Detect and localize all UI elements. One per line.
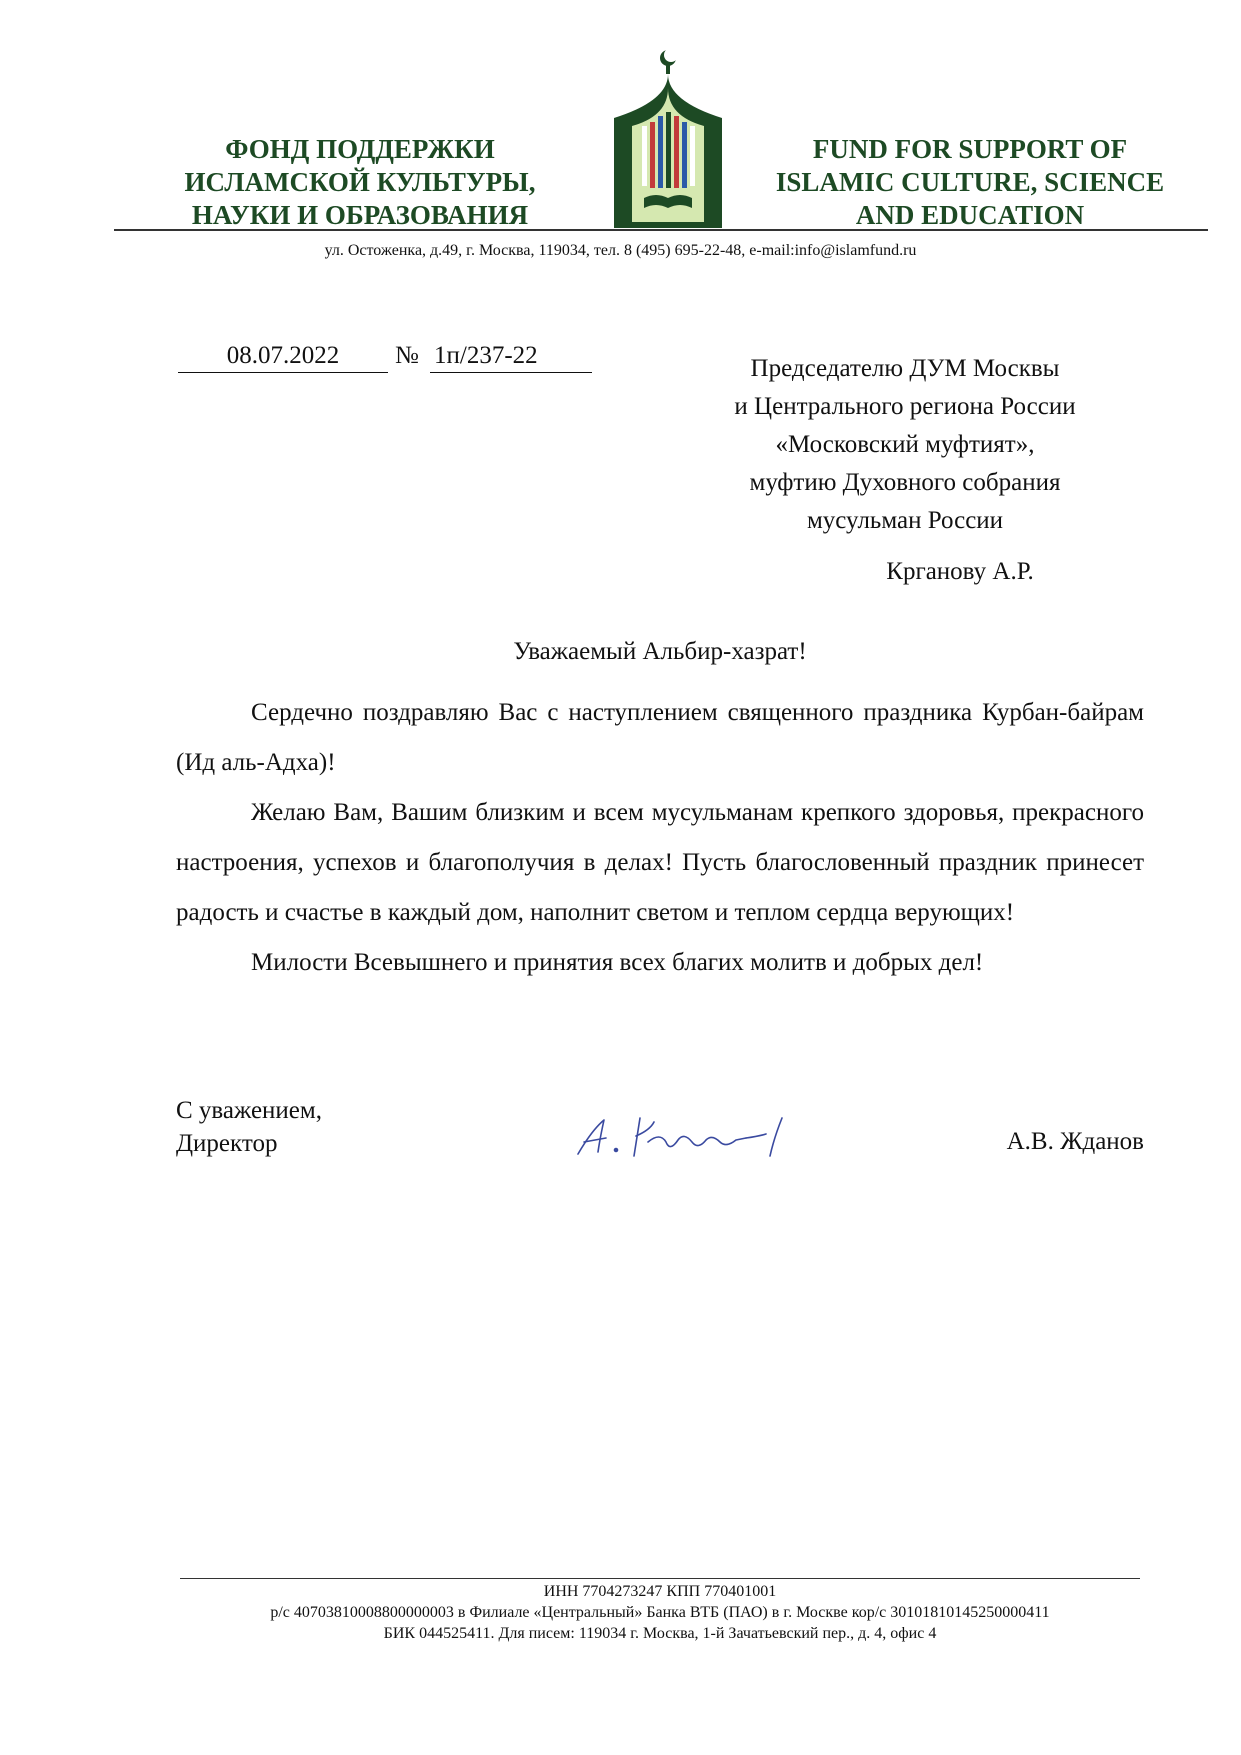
body-paragraph: Милости Всевышнего и принятия всех благих молитв и добрых дел! [251, 949, 984, 976]
addressee-line: и Центрального региона России [734, 393, 1076, 420]
addressee-block [680, 350, 1130, 540]
letterhead-name-en [740, 133, 1200, 232]
letterhead-address: ул. Остоженка, д.49, г. Москва, 119034, тел. 8 (495) 695-22-48, e-mail:info@islamfund.ru [324, 242, 917, 259]
letter-date: 08.07.2022 [178, 342, 388, 373]
letterhead-ru-line: ИСЛАМСКОЙ КУЛЬТУРЫ, [184, 167, 536, 197]
letterhead-en-line: FUND FOR SUPPORT OF [812, 134, 1128, 164]
letterhead-en-line: ISLAMIC CULTURE, SCIENCE [775, 167, 1165, 197]
addressee-name: Крганову А.Р. [886, 558, 1034, 585]
addressee-line: Председателю ДУМ Москвы [750, 355, 1060, 382]
letter-body [176, 688, 1144, 988]
addressee-line: мусульман России [806, 507, 1004, 534]
signer-name: А.В. Жданов [1006, 1128, 1144, 1155]
body-paragraph: Сердечно поздравляю Вас с наступлением священного праздника Курбан-байрам (Ид аль-Адха)! [176, 699, 1144, 776]
addressee-line: муфтию Духовного собрания [749, 469, 1061, 496]
salutation: Уважаемый Альбир-хазрат! [513, 638, 807, 665]
letterhead-en-line: AND EDUCATION [855, 200, 1085, 230]
letterhead-name-ru [150, 133, 570, 232]
addressee-line: «Московский муфтият», [775, 431, 1035, 458]
footer-divider [180, 1578, 1140, 1579]
footer-line: БИК 044525411. Для писем: 119034 г. Москва, 1-й Зачатьевский пер., д. 4, офис 4 [383, 1625, 937, 1642]
closing-regards: С уважением, [176, 1097, 322, 1124]
footer-line: р/с 40703810008800000003 в Филиале «Центральный» Банка ВТБ (ПАО) в г. Москве кор/с 30101810145250000411 [270, 1604, 1050, 1621]
letterhead-divider [114, 229, 1208, 231]
handwritten-signature-icon [570, 1112, 810, 1162]
closing-position: Директор [176, 1130, 278, 1157]
letter-number-sign: № [395, 342, 419, 369]
mosque-book-logo-icon [612, 46, 724, 228]
footer-requisites [0, 1581, 1241, 1644]
closing-block [176, 1094, 322, 1160]
letter-number: 1п/237-22 [430, 342, 592, 373]
letterhead-ru-line: ФОНД ПОДДЕРЖКИ [225, 134, 495, 164]
footer-line: ИНН 7704273247 КПП 770401001 [543, 1583, 777, 1600]
body-paragraph: Желаю Вам, Вашим близким и всем мусульманам крепкого здоровья, прекрасного настроения, успехов и благополучия в делах! Пусть благословенный праздник принесет радость и счастье в каждый дом, наполнит светом и теплом сердца верующих! [176, 799, 1144, 926]
letterhead-ru-line: НАУКИ И ОБРАЗОВАНИЯ [191, 200, 529, 230]
